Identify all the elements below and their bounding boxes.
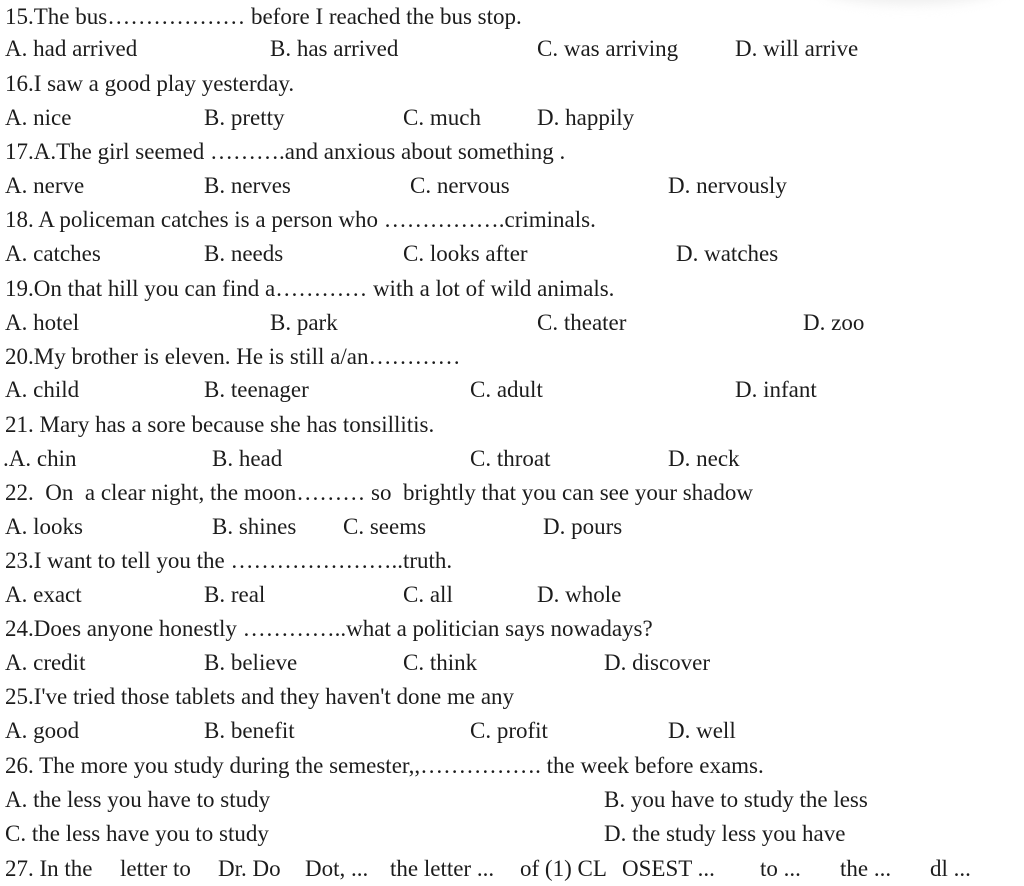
- option-d[interactable]: D. discover: [604, 650, 711, 675]
- question-16: [0, 67, 1024, 101]
- cut-text-part: Dot, ...: [305, 856, 369, 881]
- question-19: [0, 272, 1024, 306]
- cut-text-part: the letter ...: [390, 856, 495, 881]
- option-a[interactable]: A. had arrived: [5, 36, 138, 61]
- option-b[interactable]: B. pretty: [204, 105, 285, 130]
- option-a[interactable]: .A. chin: [3, 446, 77, 471]
- option-b[interactable]: B. real: [204, 582, 266, 607]
- option-d[interactable]: D. will arrive: [735, 36, 859, 61]
- option-d[interactable]: D. nervously: [668, 173, 787, 198]
- option-c[interactable]: C. think: [403, 650, 478, 675]
- options-25: [0, 714, 1024, 748]
- option-b[interactable]: B. believe: [204, 650, 298, 675]
- question-17: [0, 135, 1024, 169]
- option-a[interactable]: A. credit: [5, 650, 86, 675]
- cut-text-part: of (1) CL: [520, 856, 607, 881]
- options-26-row2: [0, 817, 1024, 851]
- option-d[interactable]: D. zoo: [803, 310, 865, 335]
- question-26: [0, 749, 1024, 783]
- option-c[interactable]: C. profit: [470, 718, 548, 743]
- question-24: [0, 612, 1024, 646]
- option-b[interactable]: B. nerves: [204, 173, 291, 198]
- cut-text-part: OSEST ...: [622, 856, 715, 881]
- option-c[interactable]: C. was arriving: [537, 36, 679, 61]
- option-c[interactable]: C. adult: [470, 377, 543, 402]
- options-21: [0, 442, 1024, 476]
- question-20: [0, 340, 1024, 374]
- options-15: [0, 32, 1024, 66]
- option-c[interactable]: C. the less have you to study: [5, 821, 269, 846]
- option-a[interactable]: A. looks: [5, 514, 83, 539]
- option-c[interactable]: C. theater: [537, 310, 627, 335]
- option-b[interactable]: B. benefit: [204, 718, 295, 743]
- question-25: [0, 680, 1024, 714]
- option-d[interactable]: D. happily: [537, 105, 635, 130]
- question-stem: 24.Does anyone honestly …………..what a politician says nowadays?: [5, 616, 653, 641]
- option-d[interactable]: D. pours: [543, 514, 623, 539]
- question-stem: 26. The more you study during the semester,,……………. the week before exams.: [5, 753, 764, 778]
- question-18: [0, 203, 1024, 237]
- cut-text-part: the ...: [840, 856, 892, 881]
- option-b[interactable]: B. park: [270, 310, 338, 335]
- options-23: [0, 578, 1024, 612]
- option-d[interactable]: D. watches: [676, 241, 779, 266]
- option-d[interactable]: D. the study less you have: [604, 821, 846, 846]
- question-stem: 23.I want to tell you the …………………..truth.: [5, 548, 453, 573]
- options-24: [0, 646, 1024, 680]
- options-17: [0, 169, 1024, 203]
- option-b[interactable]: B. head: [212, 446, 283, 471]
- option-b[interactable]: B. has arrived: [270, 36, 399, 61]
- question-15: [0, 0, 1024, 34]
- option-d[interactable]: D. well: [668, 718, 736, 743]
- option-a[interactable]: A. nerve: [5, 173, 85, 198]
- option-c[interactable]: C. seems: [343, 514, 427, 539]
- option-c[interactable]: C. nervous: [410, 173, 510, 198]
- option-a[interactable]: A. child: [5, 377, 80, 402]
- cut-off-next-line: [0, 852, 1024, 881]
- question-stem: 19.On that hill you can find a………… with a lot of wild animals.: [5, 276, 615, 301]
- option-d[interactable]: D. whole: [537, 582, 622, 607]
- question-stem: 18. A policeman catches is a person who …………….criminals.: [5, 207, 596, 232]
- cut-text-part: Dr. Do: [218, 856, 281, 881]
- question-stem: 16.I saw a good play yesterday.: [5, 71, 295, 96]
- options-18: [0, 237, 1024, 271]
- option-d[interactable]: D. infant: [735, 377, 817, 402]
- question-stem: 25.I've tried those tablets and they haven't done me any: [5, 684, 515, 709]
- question-stem: 15.The bus……………… before I reached the bus stop.: [5, 4, 522, 29]
- option-c[interactable]: C. much: [403, 105, 481, 130]
- option-a[interactable]: A. exact: [5, 582, 82, 607]
- cut-text-part: dl ...: [930, 856, 971, 881]
- option-a[interactable]: A. nice: [5, 105, 72, 130]
- question-23: [0, 544, 1024, 578]
- option-a[interactable]: A. hotel: [5, 310, 80, 335]
- options-16: [0, 101, 1024, 135]
- option-b[interactable]: B. you have to study the less: [604, 787, 868, 812]
- options-26-row1: [0, 783, 1024, 817]
- cut-text-part: letter to: [120, 856, 191, 881]
- question-stem: 21. Mary has a sore because she has tonsillitis.: [5, 412, 435, 437]
- options-22: [0, 510, 1024, 544]
- question-21: [0, 408, 1024, 442]
- option-c[interactable]: C. all: [403, 582, 453, 607]
- option-b[interactable]: B. needs: [204, 241, 284, 266]
- option-a[interactable]: A. the less you have to study: [5, 787, 271, 812]
- question-22: [0, 476, 1024, 510]
- question-stem: 22. On a clear night, the moon……… so brightly that you can see your shadow: [5, 480, 753, 505]
- option-b[interactable]: B. shines: [212, 514, 297, 539]
- option-c[interactable]: C. looks after: [403, 241, 528, 266]
- option-d[interactable]: D. neck: [668, 446, 740, 471]
- option-c[interactable]: C. throat: [470, 446, 551, 471]
- options-20: [0, 373, 1024, 407]
- option-a[interactable]: A. catches: [5, 241, 101, 266]
- question-stem: 17.A.The girl seemed ……….and anxious about something .: [5, 139, 566, 164]
- options-19: [0, 306, 1024, 340]
- cut-text-part: 27. In the: [5, 856, 93, 881]
- option-a[interactable]: A. good: [5, 718, 80, 743]
- question-stem: 20.My brother is eleven. He is still a/an…………: [5, 344, 461, 369]
- option-b[interactable]: B. teenager: [204, 377, 309, 402]
- cut-text-part: to ...: [760, 856, 801, 881]
